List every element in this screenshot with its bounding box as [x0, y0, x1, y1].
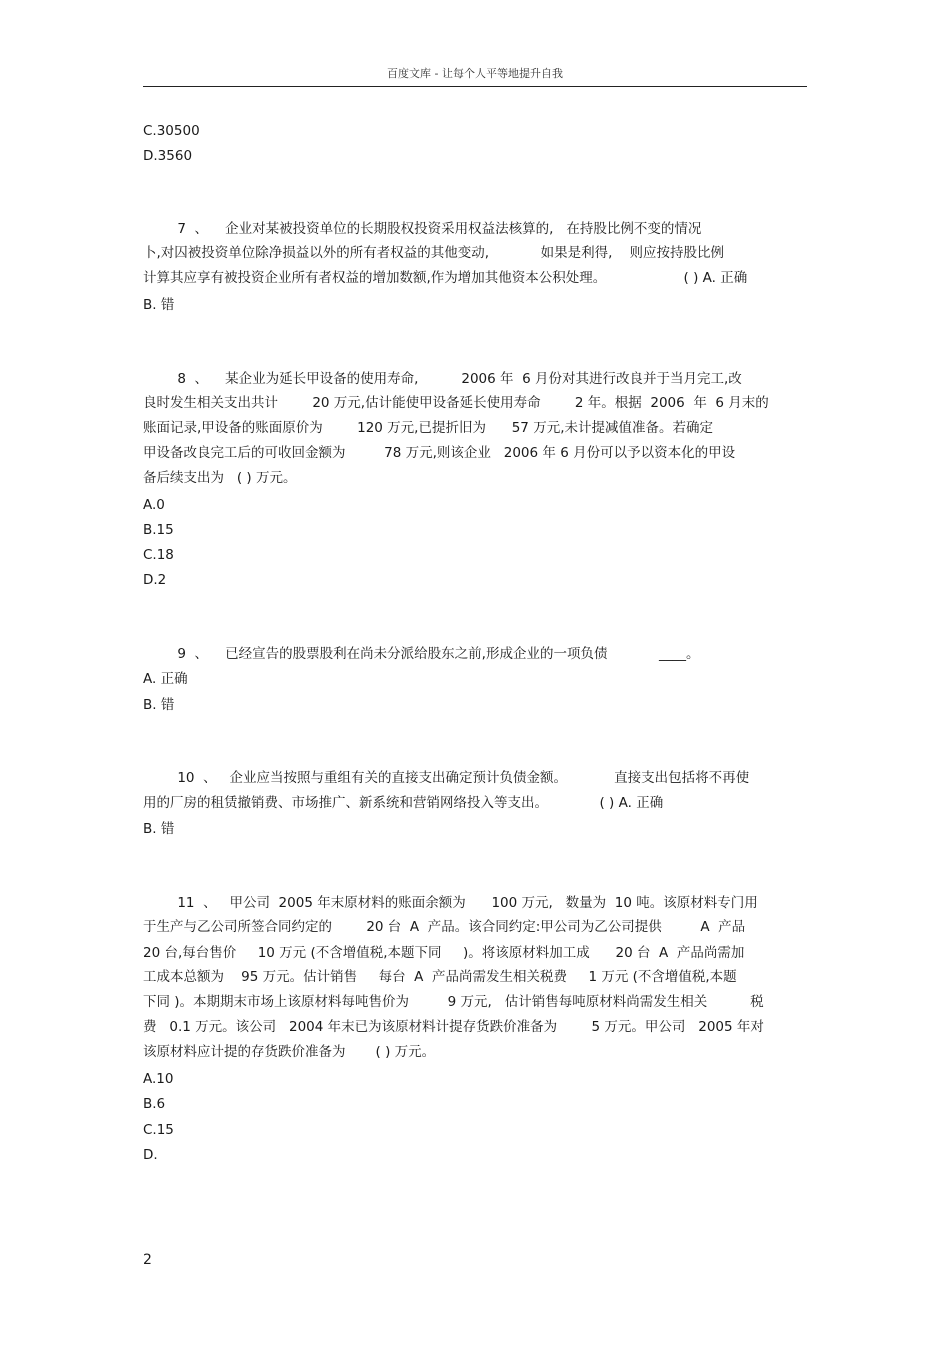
- option-d-q6: D.3560: [143, 148, 193, 164]
- question-7-line-3: 计算其应享有被投资企业所有者权益的增加数额,作为增加其他资本公积处理。 ( ) A. 正确: [143, 270, 748, 286]
- question-7-option-b: B. 错: [143, 297, 175, 313]
- question-8-option-d: D.2: [143, 572, 167, 588]
- question-9-option-b: B. 错: [143, 697, 175, 713]
- header-text: 百度文库 - 让每个人平等地提升自我: [387, 67, 563, 80]
- question-10-option-b: B. 错: [143, 821, 175, 837]
- question-11-line-1: 11 、 甲公司 2005 年末原材料的账面余额为 100 万元, 数量为 10 吨。该原材料专门用: [143, 895, 758, 911]
- question-11-line-2: 于生产与乙公司所签合同约定的 20 台 A 产品。该合同约定:甲公司为乙公司提供 A 产品: [143, 919, 746, 935]
- option-c-q6: C.30500: [143, 123, 200, 139]
- question-11-line-7: 该原材料应计提的存货跌价准备为 ( ) 万元。: [143, 1044, 436, 1060]
- page-number: 2: [143, 1252, 152, 1268]
- question-9-line-1: 9 、 已经宣告的股票股利在尚未分派给股东之前,形成企业的一项负债 ____。: [143, 646, 700, 662]
- question-11-line-3: 20 台,每台售价 10 万元 (不含增值税,本题下同 )。将该原材料加工成 20 台 A 产品尚需加: [143, 945, 745, 961]
- question-8-line-4: 甲设备改良完工后的可收回金额为 78 万元,则该企业 2006 年 6 月份可以予以资本化的甲设: [143, 445, 736, 461]
- question-11-option-c: C.15: [143, 1122, 174, 1138]
- question-8-option-b: B.15: [143, 522, 174, 538]
- question-11-option-a: A.10: [143, 1071, 174, 1087]
- question-10-line-1: 10 、 企业应当按照与重组有关的直接支出确定预计负债金额。 直接支出包括将不再使: [143, 770, 750, 786]
- question-10-line-2: 用的厂房的租赁撤销费、市场推广、新系统和营销网络投入等支出。 ( ) A. 正确: [143, 795, 664, 811]
- question-8-option-a: A.0: [143, 497, 165, 513]
- question-8-line-3: 账面记录,甲设备的账面原价为 120 万元,已提折旧为 57 万元,未计提减值准备。若确定: [143, 420, 713, 436]
- question-7-line-2: 卜,对囚被投资单位除净损益以外的所有者权益的其他变动, 如果是利得, 则应按持股比例: [143, 245, 725, 261]
- question-8-line-5: 备后续支出为 ( ) 万元。: [143, 470, 297, 486]
- question-8-line-1: 8 、 某企业为延长甲设备的使用寿命, 2006 年 6 月份对其进行改良并于当月完工,改: [143, 371, 742, 387]
- question-11-option-d: D.: [143, 1147, 158, 1163]
- question-8-line-2: 良时发生相关支出共计 20 万元,估计能使甲设备延长使用寿命 2 年。根据 2006 年 6 月末的: [143, 395, 769, 411]
- question-11-option-b: B.6: [143, 1096, 166, 1112]
- question-9-option-a: A. 正确: [143, 671, 188, 687]
- question-11-line-4: 工成本总额为 95 万元。估计销售 每台 A 产品尚需发生相关税费 1 万元 (不含增值税,本题: [143, 969, 737, 985]
- question-8-option-c: C.18: [143, 547, 174, 563]
- page-header: [143, 66, 807, 87]
- question-11-line-5: 下同 )。本期期末市场上该原材料每吨售价为 9 万元, 估计销售每吨原材料尚需发生相关 税: [143, 994, 764, 1010]
- question-7-line-1: 7 、 企业对某被投资单位的长期股权投资采用权益法核算的, 在持股比例不变的情况: [143, 221, 702, 237]
- question-11-line-6: 费 0.1 万元。该公司 2004 年末已为该原材料计提存货跌价准备为 5 万元。甲公司 2005 年对: [143, 1019, 764, 1035]
